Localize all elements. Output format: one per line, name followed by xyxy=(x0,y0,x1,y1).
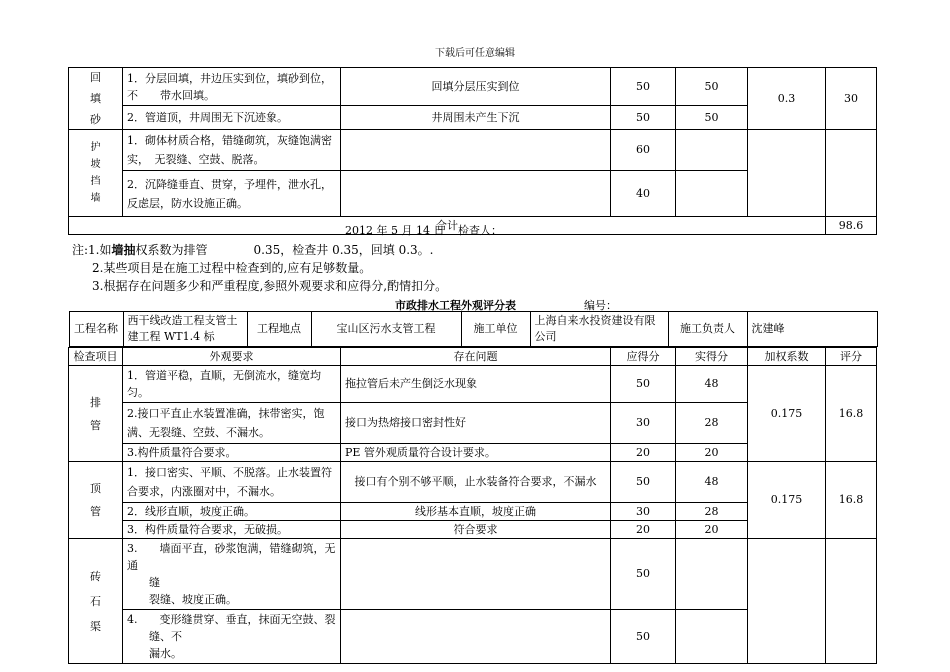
score-table-continued xyxy=(68,67,877,235)
full-score-cell: 50 xyxy=(611,462,676,503)
table-row xyxy=(69,130,877,171)
score-cell xyxy=(826,539,877,664)
construction-unit-label: 施工单位 xyxy=(461,312,530,347)
requirement-cell: 1．接口密实、平顺、不脱落。止水装置符合要求，内涨圈对中，不漏水。 xyxy=(123,462,341,503)
requirement-cell: 2．管道顶，井周围无下沉迹象。 xyxy=(123,106,341,130)
weight-cell xyxy=(748,539,826,664)
total-value: 98.6 xyxy=(826,217,877,235)
actual-score-cell xyxy=(676,130,748,171)
problem-cell: 回填分层压实到位 xyxy=(341,68,611,106)
construction-unit-value: 上海自来水投资建设有限公司 xyxy=(530,312,668,347)
actual-score-cell: 48 xyxy=(676,366,748,403)
problem-cell: 线形基本直顺，坡度正确 xyxy=(341,503,611,521)
requirement-cell: 1．砌体材质合格，错缝砌筑，灰缝饱满密实， 无裂缝、空鼓、脱落。 xyxy=(123,130,341,171)
requirement-cell: 3．构件质量符合要求，无破损。 xyxy=(123,521,341,539)
full-score-cell: 50 xyxy=(611,366,676,403)
problem-cell xyxy=(341,539,611,610)
note-1: 注:1.如墙抽权系数为排管 0.35，检查井 0.35，回填 0.3。. xyxy=(72,243,434,257)
category-cell: 回 填 砂 xyxy=(69,68,123,130)
category-cell: 顶 管 xyxy=(69,462,123,539)
project-name-value: 西干线改造工程支管土建工程 WT1.4 标 xyxy=(123,312,247,347)
actual-score-cell: 50 xyxy=(676,68,748,106)
col-header: 外观要求 xyxy=(123,348,341,366)
category-cell: 砖 石 渠 xyxy=(69,539,123,664)
full-score-cell: 40 xyxy=(611,171,676,217)
leader-value: 沈建峰 xyxy=(747,312,877,347)
col-header: 存在问题 xyxy=(341,348,611,366)
project-place-value: 宝山区污水支管工程 xyxy=(311,312,461,347)
requirement-cell: 2．线形直顺，坡度正确。 xyxy=(123,503,341,521)
actual-score-cell: 48 xyxy=(676,462,748,503)
table-row xyxy=(69,539,877,610)
table-row xyxy=(69,366,877,403)
total-label: 合计 xyxy=(69,217,826,235)
actual-score-cell: 28 xyxy=(676,403,748,444)
problem-cell xyxy=(341,130,611,171)
actual-score-cell xyxy=(676,610,748,664)
score-cell: 16.8 xyxy=(826,366,877,462)
project-name-label: 工程名称 xyxy=(69,312,123,347)
actual-score-cell: 20 xyxy=(676,521,748,539)
full-score-cell: 30 xyxy=(611,503,676,521)
full-score-cell: 50 xyxy=(611,610,676,664)
category-cell: 护 坡 挡 墙 xyxy=(69,130,123,217)
requirement-cell: 4. 变形缝贯穿、垂直，抹面无空鼓、裂 缝、不 漏水。 xyxy=(123,610,341,664)
category-cell: 排 管 xyxy=(69,366,123,462)
weight-cell xyxy=(748,130,826,217)
code-label: 编号： xyxy=(584,299,617,312)
requirement-cell: 1．分层回填，井边压实到位，填砂到位，不 带水回填。 xyxy=(123,68,341,106)
requirement-cell: 3.构件质量符合要求。 xyxy=(123,444,341,462)
full-score-cell: 20 xyxy=(611,444,676,462)
table-row xyxy=(69,68,877,106)
weight-cell: 0.175 xyxy=(748,366,826,462)
note-3: 3.根据存在问题多少和严重程度,参照外观要求和应得分,酌情扣分。 xyxy=(92,279,448,293)
col-header: 实得分 xyxy=(676,348,748,366)
full-score-cell: 20 xyxy=(611,521,676,539)
col-header: 加权系数 xyxy=(748,348,826,366)
problem-cell: 接口为热熔接口密封性好 xyxy=(341,403,611,444)
problem-cell: 符合要求 xyxy=(341,521,611,539)
actual-score-cell: 50 xyxy=(676,106,748,130)
requirement-cell: 1．管道平稳，直顺，无倒流水，缝宽均匀。 xyxy=(123,366,341,403)
score-cell: 16.8 xyxy=(826,462,877,539)
score-cell xyxy=(826,130,877,217)
check-date: 2012 年 5 月 14 日 xyxy=(345,224,445,237)
info-row xyxy=(69,311,877,348)
table-title: 市政排水工程外观评分表 xyxy=(395,299,516,312)
page-header: 下载后可任意编辑 xyxy=(435,48,515,59)
full-score-cell: 50 xyxy=(611,106,676,130)
checker-label: 检查人： xyxy=(458,224,502,237)
full-score-cell: 50 xyxy=(611,68,676,106)
problem-cell: 井周围未产生下沉 xyxy=(341,106,611,130)
project-place-label: 工程地点 xyxy=(247,312,311,347)
leader-label: 施工负责人 xyxy=(668,312,747,347)
problem-cell xyxy=(341,610,611,664)
problem-cell xyxy=(341,171,611,217)
col-header: 应得分 xyxy=(611,348,676,366)
weight-cell: 0.175 xyxy=(748,462,826,539)
actual-score-cell: 20 xyxy=(676,444,748,462)
col-header: 评分 xyxy=(826,348,877,366)
full-score-cell: 30 xyxy=(611,403,676,444)
weight-cell: 0.3 xyxy=(748,68,826,130)
actual-score-cell xyxy=(676,539,748,610)
requirement-cell: 2.接口平直止水装置准确，抹带密实，饱满、无裂缝、空鼓、不漏水。 xyxy=(123,403,341,444)
full-score-cell: 50 xyxy=(611,539,676,610)
problem-cell: 拖拉管后未产生倒泛水现象 xyxy=(341,366,611,403)
header-row xyxy=(69,348,877,366)
full-score-cell: 60 xyxy=(611,130,676,171)
actual-score-cell: 28 xyxy=(676,503,748,521)
table-row xyxy=(69,462,877,503)
actual-score-cell xyxy=(676,171,748,217)
problem-cell: PE 管外观质量符合设计要求。 xyxy=(341,444,611,462)
col-header: 检查项目 xyxy=(69,348,123,366)
note-2: 2.某些项目是在施工过程中检查到的,应有足够数量。 xyxy=(92,261,372,275)
problem-cell: 接口有个别不够平顺，止水装备符合要求，不漏水 xyxy=(341,462,611,503)
appearance-score-table xyxy=(68,311,877,664)
score-cell: 30 xyxy=(826,68,877,130)
requirement-cell: 3. 墙面平直，砂浆饱满，错缝砌筑，无通 缝 裂缝、坡度正确。 xyxy=(123,539,341,610)
requirement-cell: 2．沉降缝垂直、贯穿，予埋件，泄水孔，反虑层，防水设施正确。 xyxy=(123,171,341,217)
